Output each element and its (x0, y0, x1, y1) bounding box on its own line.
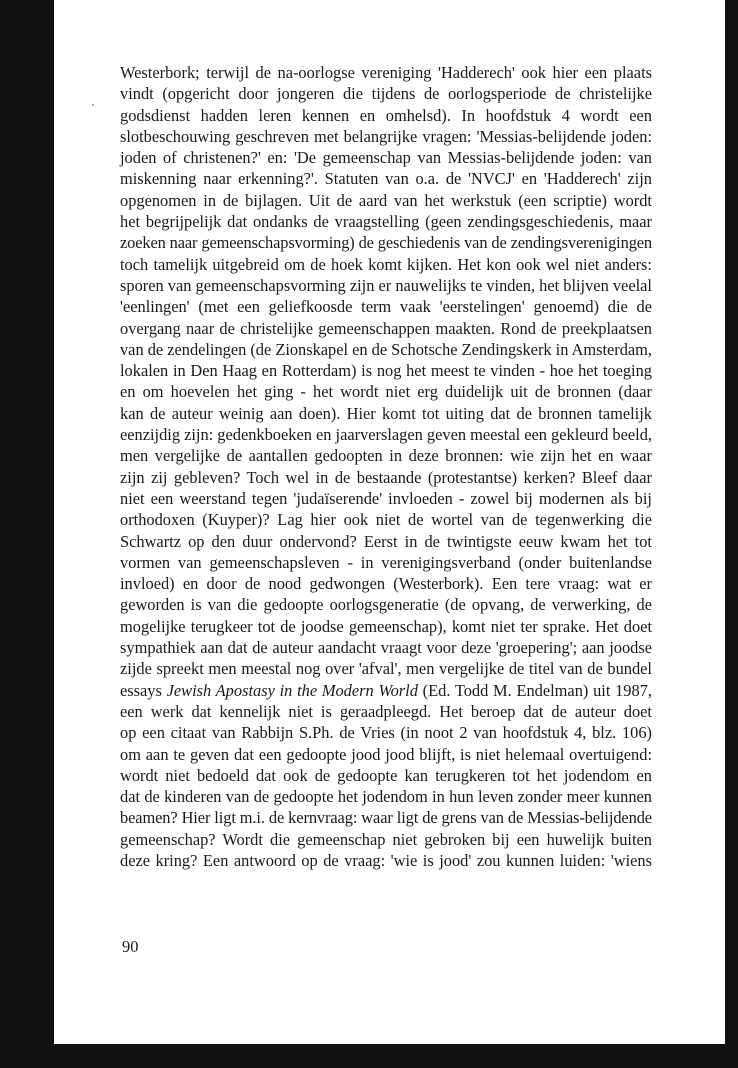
body-paragraph (120, 62, 652, 871)
line-text-after-title: (Ed. Todd M. Endelman) uit 1987, (417, 680, 652, 700)
text-line: een werk dat kennelijk niet is geraadpleegd. Het beroep dat de auteur doet (120, 701, 652, 721)
scan-border-right (725, 0, 738, 1068)
text-line: Schwartz op den duur ondervond? Eerst in de twintigste eeuw kwam het tot (120, 531, 652, 551)
text-line: vormen van gemeenschapsleven - in verenigingsverband (onder buitenlandse (120, 552, 652, 572)
text-line: Westerbork; terwijl de na-oorlogse vereniging 'Hadderech' ook hier een plaats (120, 63, 652, 82)
scan-border-left (0, 0, 54, 1068)
text-line: en om hoevelen het ging - het wordt niet erg duidelijk uit de bronnen (daar (120, 382, 652, 402)
scan-speck (92, 104, 94, 106)
text-line: deze kring? Een antwoord op de vraag: 'wie is jood' zou kunnen luiden: 'wiens (120, 850, 652, 870)
text-line: eenzijdig zijn: gedenkboeken en jaarverslagen geven meestal een gekleurd beeld, (120, 425, 652, 445)
text-line: zijde spreekt men meestal nog over 'afval', men vergelijke de titel van de bundel (120, 659, 652, 679)
text-line: opgenomen in de bijlagen. Uit de aard van het werkstuk (een scriptie) wordt (120, 190, 652, 210)
text-line: van de zendelingen (de Zionskapel en de Schotsche Zendingskerk in Amsterdam, (120, 339, 652, 359)
text-line: vindt (opgericht door jongeren die tijdens de oorlogsperiode de christelijke (120, 84, 652, 104)
text-line: overgang naar de christelijke gemeenschappen maakten. Rond de preekplaatsen (120, 318, 652, 338)
text-line: gemeenschap? Wordt die gemeenschap niet gebroken bij een huwelijk buiten (120, 829, 652, 849)
text-line: dat de kinderen van de gedoopte het jodendom in hun leven zonder meer kunnen (120, 787, 652, 807)
text-line: joden of christenen?' en: 'De gemeenschap van Messias-belijdende joden: van (120, 148, 652, 168)
text-line: beamen? Hier ligt m.i. de kernvraag: waar ligt de grens van de Messias-belijdende (120, 808, 652, 828)
text-line: kan de auteur weinig aan doen). Hier komt tot uiting dat de bronnen tamelijk (120, 403, 652, 423)
text-line: geworden is van die gedoopte oorlogsgeneratie (de opvang, de verwerking, de (120, 595, 652, 615)
text-line: om aan te geven dat een gedoopte jood jood blijft, is niet helemaal overtuigend: (120, 744, 652, 764)
text-line: niet een weerstand tegen 'judaïserende' invloeden - zowel bij modernen als bij (120, 488, 652, 508)
text-line: 'eenlingen' (met een geliefkoosde term vaak 'eerstelingen' genoemd) die de (120, 297, 652, 317)
text-line: het begrijpelijk dat ondanks de vraagstelling (geen zendingsgeschiedenis, maar (120, 212, 652, 232)
scan-border-bottom (0, 1044, 738, 1068)
text-line: invloed) en door de nood gedwongen (Westerbork). Een tere vraag: wat er (120, 574, 652, 594)
book-title-italic: Jewish Apostasy in the Modern World (166, 680, 418, 700)
text-line-with-title (120, 680, 652, 701)
text-line: orthodoxen (Kuyper)? Lag hier ook niet de wortel van de tegenwerking die (120, 510, 652, 530)
text-line: toch tamelijk uitgebreid om de hoek komt kijken. Het kon ook wel niet anders: (120, 254, 652, 274)
text-line: lokalen in Den Haag en Rotterdam) is nog het meest te vinden - hoe het toeging (120, 361, 652, 381)
page-number: 90 (122, 937, 139, 956)
text-line: sympathiek aan dat de auteur aandacht vraagt voor deze 'groepering'; aan joodse (120, 638, 652, 658)
text-line: op een citaat van Rabbijn S.Ph. de Vries (in noot 2 van hoofdstuk 4, blz. 106) (120, 723, 652, 743)
text-line: mogelijke terugkeer tot de joodse gemeenschap), komt niet ter sprake. Het doet (120, 616, 652, 636)
text-line: men vergelijke de aantallen gedoopten in deze bronnen: wie zijn het en waar (120, 446, 652, 466)
text-line: zoeken naar gemeenschapsvorming) de geschiedenis van de zendingsverenigingen (120, 233, 652, 253)
text-line: godsdienst hadden leren kennen en omhelsd). In hoofdstuk 4 wordt een (120, 105, 652, 125)
text-line: sporen van gemeenschapsvorming zijn er nauwelijks te vinden, het blijven veelal (120, 275, 652, 295)
text-line: zijn zij gebleven? Toch wel in de bestaande (protestantse) kerken? Bleef daar (120, 467, 652, 487)
text-line: miskenning naar erkenning?'. Statuten van o.a. de 'NVCJ' en 'Hadderech' zijn (120, 169, 652, 189)
line-text-before-title: essays (120, 680, 167, 700)
text-line: slotbeschouwing geschreven met belangrijke vragen: 'Messias-belijdende joden: (120, 126, 652, 146)
text-line: wordt niet bedoeld dat ook de gedoopte kan terugkeren tot het jodendom en (120, 765, 652, 785)
